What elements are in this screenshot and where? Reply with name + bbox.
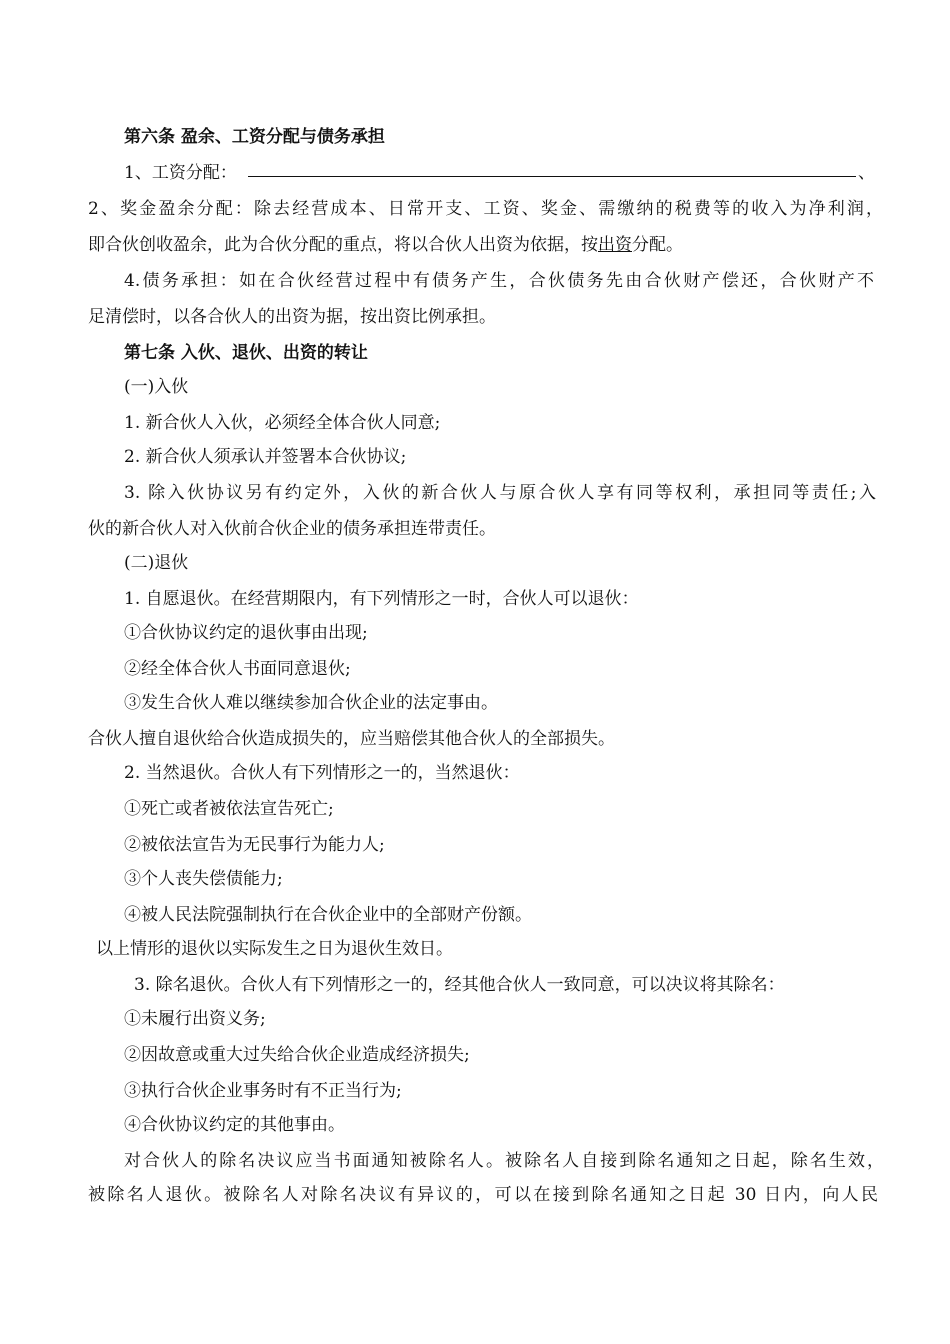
automatic-quit-c: ③个人丧失偿债能力; <box>124 869 283 889</box>
join-heading: (一)入伙 <box>124 377 189 397</box>
join-item-2: 2. 新合伙人须承认并签署本合伙协议; <box>124 447 407 467</box>
expulsion-c: ③执行合伙企业事务时有不正当行为; <box>124 1081 402 1101</box>
voluntary-quit: 1. 自愿退伙。在经营期限内，有下列情形之一时，合伙人可以退伙： <box>124 589 639 609</box>
article-6-title: 第六条 盈余、工资分配与债务承担 <box>124 127 385 147</box>
automatic-quit-note: 以上情形的退伙以实际发生之日为退伙生效日。 <box>96 939 453 959</box>
automatic-quit: 2. 当然退伙。合伙人有下列情形之一的，当然退伙： <box>124 763 520 783</box>
article-7-title: 第七条 入伙、退伙、出资的转让 <box>124 343 368 363</box>
debt-bearing-line-1: 4.债务承担：如在合伙经营过程中有债务产生，合伙债务先由合伙财产偿还，合伙财产不 <box>124 271 874 291</box>
voluntary-quit-c: ③发生合伙人难以继续参加合伙企业的法定事由。 <box>124 693 498 713</box>
join-item-1: 1. 新合伙人入伙，必须经全体合伙人同意; <box>124 413 441 433</box>
voluntary-quit-note: 合伙人擅自退伙给合伙造成损失的，应当赔偿其他合伙人的全部损失。 <box>88 729 615 749</box>
automatic-quit-d: ④被人民法院强制执行在合伙企业中的全部财产份额。 <box>124 905 532 925</box>
quit-heading: (二)退伙 <box>124 553 189 573</box>
bonus-distribution-line-2: 即合伙创收盈余，此为合伙分配的重点，将以合伙人出资为依据，按出资分配。 <box>88 235 683 255</box>
expulsion-paragraph-line-2: 被除名人退伙。被除名人对除名决议有异议的，可以在接到除名通知之日起 30 日内，向人民 <box>88 1185 878 1205</box>
expulsion-quit: 3. 除名退伙。合伙人有下列情形之一的，经其他合伙人一致同意，可以决议将其除名： <box>134 975 785 995</box>
automatic-quit-b: ②被依法宣告为无民事行为能力人; <box>124 835 385 855</box>
underlined-capital-word: 出资 <box>598 235 632 255</box>
expulsion-a: ①未履行出资义务; <box>124 1009 266 1029</box>
wage-blank-line <box>248 176 856 177</box>
bonus-distribution-line-1: 2、奖金盈余分配：除去经营成本、日常开支、工资、奖金、需缴纳的税费等的收入为净利润， <box>88 199 883 219</box>
debt-bearing-line-2: 足清偿时，以各合伙人的出资为据，按出资比例承担。 <box>88 307 496 327</box>
expulsion-paragraph-line-1: 对合伙人的除名决议应当书面通知被除名人。被除名人自接到除名通知之日起，除名生效， <box>124 1151 884 1171</box>
wage-end-mark: 、 <box>858 163 875 183</box>
join-item-3-line-1: 3. 除入伙协议另有约定外，入伙的新合伙人与原合伙人享有同等权利，承担同等责任;入 <box>124 483 876 503</box>
wage-distribution-label: 1、工资分配： <box>124 163 237 183</box>
expulsion-d: ④合伙协议约定的其他事由。 <box>124 1115 345 1135</box>
join-item-3-line-2: 伙的新合伙人对入伙前合伙企业的债务承担连带责任。 <box>88 519 496 539</box>
voluntary-quit-b: ②经全体合伙人书面同意退伙; <box>124 659 351 679</box>
voluntary-quit-a: ①合伙协议约定的退伙事由出现; <box>124 623 368 643</box>
automatic-quit-a: ①死亡或者被依法宣告死亡; <box>124 799 334 819</box>
expulsion-b: ②因故意或重大过失给合伙企业造成经济损失; <box>124 1045 470 1065</box>
